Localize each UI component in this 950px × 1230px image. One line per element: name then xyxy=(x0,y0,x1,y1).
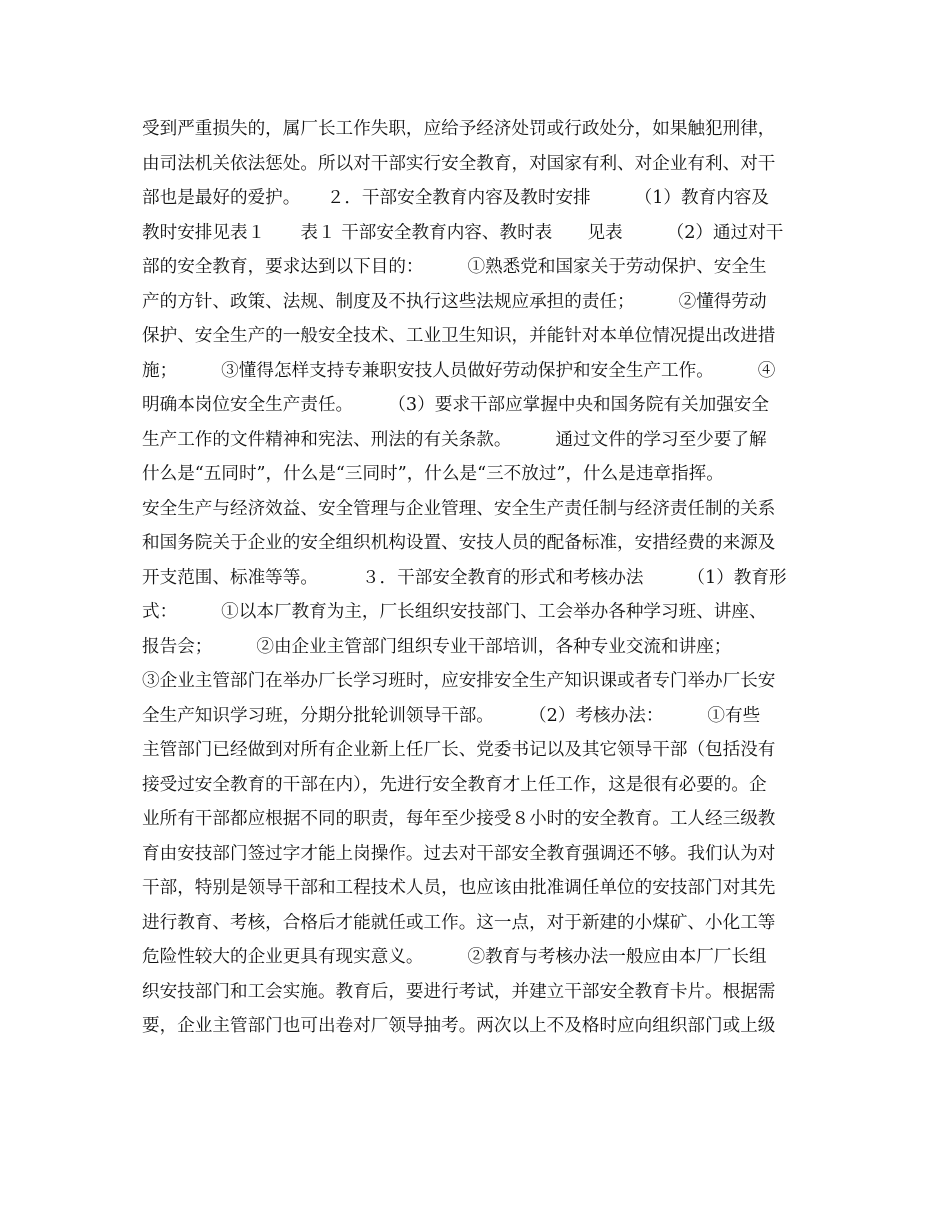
text-line: 式： ①以本厂教育为主，厂长组织安技部门、工会举办各种学习班、讲座、 xyxy=(142,602,767,622)
text-line: 安全生产与经济效益、安全管理与企业管理、安全生产责任制与经济责任制的关系 xyxy=(142,498,776,519)
text-line: 施； ③懂得怎样支持专兼职安技人员做好劳动保护和安全生产工作。 ④ xyxy=(142,360,776,381)
body-text xyxy=(142,112,842,1044)
text-line: 要，企业主管部门也可出卷对厂领导抽考。两次以上不及格时应向组织部门或上级 xyxy=(142,1016,776,1036)
text-line: 干部，特别是领导干部和工程技术人员，也应该由批准调任单位的安技部门对其先 xyxy=(142,878,776,898)
text-line: 业所有干部都应根据不同的职责，每年至少接受８小时的安全教育。工人经三级教 xyxy=(142,809,776,829)
text-line: 和国务院关于企业的安全组织机构设置、安技人员的配备标准，安措经费的来源及 xyxy=(142,533,776,553)
text-line: 保护、安全生产的一般安全技术、工业卫生知识，并能针对本单位情况提出改进措 xyxy=(142,326,776,346)
text-line: 全生产知识学习班，分期分批轮训领导干部。 （2）考核办法： ①有些 xyxy=(142,705,761,726)
text-line: 由司法机关依法惩处。所以对干部实行安全教育，对国家有利、对企业有利、对干 xyxy=(142,153,776,174)
text-line: 受到严重损失的，属厂长工作失职，应给予经济处罚或行政处分，如果触犯刑律， xyxy=(142,119,776,139)
text-line: 危险性较大的企业更具有现实意义。 ②教育与考核办法一般应由本厂厂长组 xyxy=(142,947,767,967)
text-line: 产的方针、政策、法规、制度及不执行这些法规应承担的责任； ②懂得劳动 xyxy=(142,291,767,312)
text-line: 织安技部门和工会实施。教育后，要进行考试，并建立干部安全教育卡片。根据需 xyxy=(142,981,776,1002)
text-line: 进行教育、考核，合格后才能就任或工作。这一点，对于新建的小煤矿、小化工等 xyxy=(142,912,776,933)
text-line: 什么是“五同时”，什么是“三同时”，什么是“三不放过”，什么是违章指挥。 xyxy=(142,464,724,484)
text-line: 部的安全教育，要求达到以下目的： ①熟悉党和国家关于劳动保护、安全生 xyxy=(142,257,767,277)
text-line: 主管部门已经做到对所有企业新上任厂长、党委书记以及其它领导干部（包括没有 xyxy=(142,740,776,760)
text-line: 开支范围、标准等等。 ３．干部安全教育的形式和考核办法 （1）教育形 xyxy=(142,567,787,588)
text-line: 报告会； ②由企业主管部门组织专业干部培训，各种专业交流和讲座； xyxy=(142,636,732,657)
text-line: 接受过安全教育的干部在内），先进行安全教育才上任工作，这是很有必要的。企 xyxy=(142,774,767,795)
text-line: ③企业主管部门在举办厂长学习班时，应安排安全生产知识课或者专门举办厂长安 xyxy=(142,671,776,691)
text-line: 部也是最好的爱护。 ２．干部安全教育内容及教时安排 （1）教育内容及 xyxy=(142,188,769,208)
text-line: 育由安技部门签过字才能上岗操作。过去对干部安全教育强调还不够。我们认为对 xyxy=(142,843,776,864)
text-line: 明确本岗位安全生产责任。 （3）要求干部应掌握中央和国务院有关加强安全 xyxy=(142,395,769,415)
text-line: 教时安排见表１ 表１ 干部安全教育内容、教时表 见表 （2）通过对干 xyxy=(142,222,784,243)
text-line: 生产工作的文件精神和宪法、刑法的有关条款。 通过文件的学习至少要了解 xyxy=(142,429,767,450)
